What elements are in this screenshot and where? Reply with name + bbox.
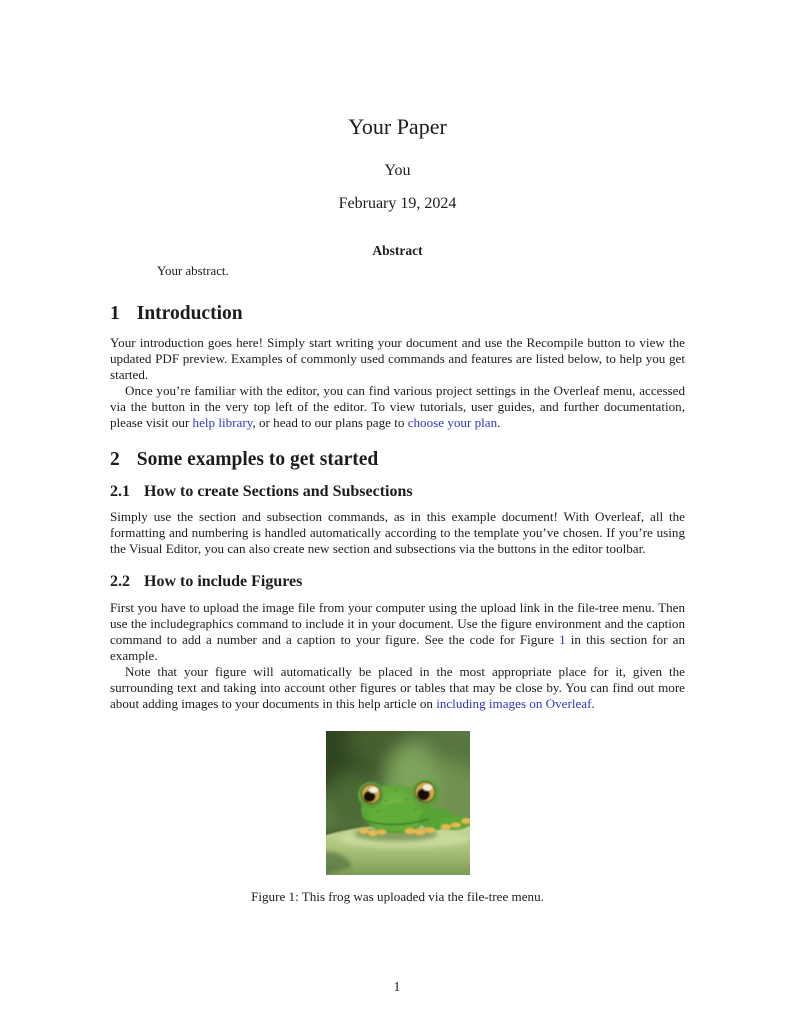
section-2-title: Some examples to get started — [136, 449, 379, 470]
paper-date: February 19, 2024 — [338, 195, 457, 212]
subsection-2-2-heading — [110, 572, 685, 592]
figures-paragraph-2-text-2: . — [591, 696, 595, 711]
page-number: 1 — [393, 979, 401, 994]
help-library-link[interactable]: help library — [192, 415, 253, 430]
sections-paragraph: Simply use the section and subsection commands, as in this example document! With Overleaf, all the formatting and numbering is handled automatically according to the template you’ve chosen. If you’re using the Visual Editor, you can also create new section and subsections via the buttons in the editor toolbar. — [110, 509, 685, 556]
frog-image — [326, 731, 470, 875]
intro-paragraph-1: Your introduction goes here! Simply start writing your document and use the Recompile button to view the updated PDF preview. Examples of commonly used commands and features are listed below, to help you get started. — [110, 335, 685, 382]
intro-paragraph-2 — [110, 383, 685, 431]
subsection-2-2-title: How to include Figures — [144, 573, 303, 590]
section-1-heading — [110, 302, 685, 326]
document-content — [110, 0, 685, 905]
figures-paragraph-1-text-1: First you have to upload the image file from your computer using the upload link in the file-tree menu. Then use the includegraphics command to include it in your document. Use the figure environment and the caption command to add a number and a caption to your figure. See the code for Figure — [110, 600, 685, 647]
subsection-2-2-number: 2.2 — [110, 573, 130, 590]
section-1-title: Introduction — [136, 303, 243, 324]
abstract-text: Your abstract. — [157, 264, 229, 278]
section-2-heading — [110, 448, 685, 472]
figure-1-reference-link[interactable]: 1 — [559, 632, 566, 647]
figure-1 — [110, 731, 685, 875]
paper-title: Your Paper — [348, 114, 447, 139]
section-2-number: 2 — [110, 449, 120, 470]
abstract-heading: Abstract — [372, 243, 423, 258]
choose-your-plan-link[interactable]: choose your plan — [407, 415, 498, 430]
figures-paragraph-2 — [110, 664, 685, 712]
intro-paragraph-2-text-1: Once you’re familiar with the editor, you can find various project settings in the Overleaf menu, accessed via the button in the very top left of the editor. To view tutorials, user guides, and further documentation, please visit our — [110, 383, 685, 430]
including-images-link[interactable]: including images on Overleaf — [436, 696, 592, 711]
subsection-2-1-title: How to create Sections and Subsections — [144, 483, 413, 500]
section-1-number: 1 — [110, 303, 120, 324]
intro-paragraph-2-text-3: . — [497, 415, 501, 430]
figures-paragraph-1-text-2: in this section for an example. — [110, 632, 685, 663]
figure-1-caption: Figure 1: This frog was uploaded via the file-tree menu. — [251, 889, 544, 904]
subsection-2-1-number: 2.1 — [110, 483, 130, 500]
intro-paragraph-2-text-2: , or head to our plans page to — [252, 415, 408, 430]
figures-paragraph-2-text-1: Note that your figure will automatically be placed in the most appropriate place for it, given the surrounding text and taking into account other figures or tables that may be close by. You can find out more about adding images to your documents in this help article on — [110, 664, 685, 711]
paper-author: You — [384, 162, 411, 179]
figures-paragraph-1 — [110, 600, 685, 664]
subsection-2-1-heading — [110, 482, 685, 502]
